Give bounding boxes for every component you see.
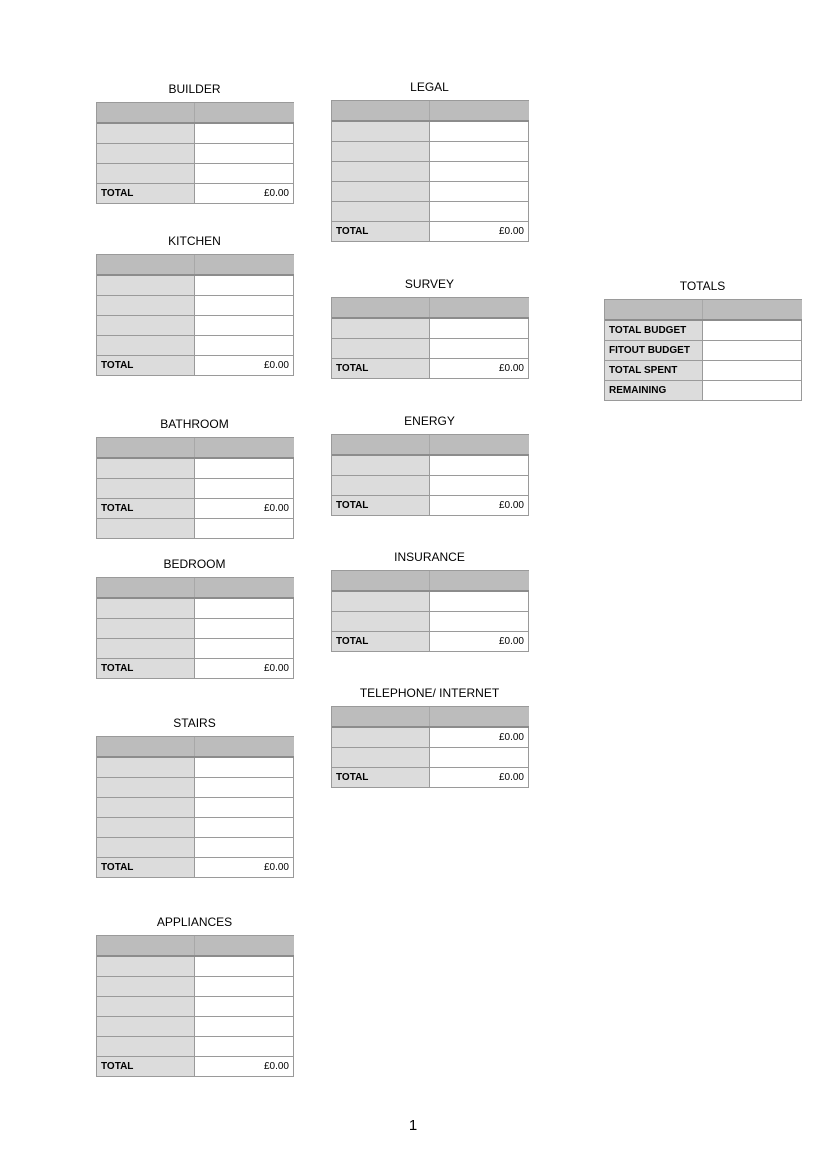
table-row <box>332 339 529 359</box>
table-row <box>332 612 529 632</box>
row-label[interactable] <box>97 144 195 163</box>
total-budget-row <box>605 321 802 341</box>
row-label[interactable] <box>97 639 195 658</box>
row-label[interactable] <box>332 142 430 161</box>
remaining-row <box>605 381 802 401</box>
table-row <box>97 124 294 144</box>
totals-table <box>604 299 802 401</box>
row-value[interactable] <box>195 144 294 163</box>
header-cell <box>195 103 294 122</box>
energy-section <box>331 413 528 516</box>
builder-section <box>96 81 293 204</box>
header-cell <box>430 571 529 590</box>
table-row <box>97 296 294 316</box>
insurance-table <box>331 570 529 652</box>
table-header-row <box>97 737 294 758</box>
row-label[interactable] <box>332 182 430 201</box>
page-number: 1 <box>408 1117 418 1134</box>
total-value[interactable]: £0.00 <box>195 499 294 518</box>
header-cell <box>195 438 294 457</box>
row-value[interactable] <box>195 1037 294 1056</box>
total-label[interactable]: TOTAL <box>97 184 195 203</box>
row-value[interactable] <box>195 459 294 478</box>
appliances-section <box>96 914 293 1077</box>
total-budget-label[interactable]: TOTAL BUDGET <box>605 321 703 340</box>
row-label[interactable] <box>332 122 430 141</box>
header-cell <box>703 300 802 319</box>
row-value[interactable] <box>195 758 294 777</box>
section-title: BUILDER <box>168 82 221 96</box>
section-title: INSURANCE <box>394 550 465 564</box>
section-title: SURVEY <box>404 277 455 291</box>
row-value[interactable] <box>195 778 294 797</box>
row-value[interactable] <box>430 142 529 161</box>
table-row <box>97 316 294 336</box>
table-header-row <box>332 571 529 592</box>
row-label[interactable] <box>97 164 195 183</box>
energy-table <box>331 434 529 516</box>
total-label[interactable]: TOTAL <box>97 356 195 375</box>
table-row <box>332 456 529 476</box>
table-row <box>97 957 294 977</box>
header-cell <box>97 103 195 122</box>
row-value[interactable] <box>430 456 529 475</box>
total-row <box>97 659 294 679</box>
total-row <box>332 222 529 242</box>
header-cell <box>195 737 294 756</box>
row-value[interactable] <box>430 748 529 767</box>
section-title: LEGAL <box>410 80 449 94</box>
table-row <box>97 144 294 164</box>
row-value[interactable] <box>195 977 294 996</box>
total-value[interactable]: £0.00 <box>430 768 529 787</box>
total-label[interactable]: TOTAL <box>332 359 430 378</box>
row-label[interactable] <box>332 202 430 221</box>
row-label[interactable] <box>332 728 430 747</box>
total-label[interactable]: TOTAL <box>332 222 430 241</box>
table-row <box>97 459 294 479</box>
row-value[interactable] <box>430 476 529 495</box>
table-header-row <box>97 578 294 599</box>
table-header-row <box>97 103 294 124</box>
row-label[interactable] <box>97 957 195 976</box>
header-cell <box>97 737 195 756</box>
remaining-label[interactable]: REMAINING <box>605 381 703 400</box>
table-row <box>97 519 294 539</box>
table-header-row <box>97 255 294 276</box>
header-cell <box>430 435 529 454</box>
table-header-row <box>605 300 802 321</box>
row-label[interactable] <box>97 838 195 857</box>
total-row <box>332 496 529 516</box>
section-title: STAIRS <box>173 716 216 730</box>
bathroom-table <box>96 437 294 539</box>
total-row <box>97 356 294 376</box>
table-header-row <box>332 101 529 122</box>
row-value[interactable] <box>195 798 294 817</box>
row-label[interactable] <box>97 997 195 1016</box>
header-cell <box>332 707 430 726</box>
header-cell <box>97 438 195 457</box>
row-label[interactable] <box>97 124 195 143</box>
total-budget-value[interactable] <box>703 321 802 340</box>
row-label[interactable] <box>332 748 430 767</box>
total-row <box>97 858 294 878</box>
row-value[interactable] <box>195 519 294 538</box>
header-cell <box>430 707 529 726</box>
table-row <box>332 162 529 182</box>
table-row <box>332 122 529 142</box>
table-row <box>97 977 294 997</box>
table-row <box>97 838 294 858</box>
total-value[interactable]: £0.00 <box>195 1057 294 1076</box>
row-value[interactable] <box>195 619 294 638</box>
row-label[interactable] <box>97 619 195 638</box>
row-label[interactable] <box>97 296 195 315</box>
row-value[interactable] <box>195 336 294 355</box>
bedroom-section <box>96 556 293 679</box>
row-value[interactable] <box>430 202 529 221</box>
survey-section <box>331 276 528 379</box>
header-cell <box>605 300 703 319</box>
table-row <box>97 1017 294 1037</box>
fitout-budget-label[interactable]: FITOUT BUDGET <box>605 341 703 360</box>
row-value[interactable] <box>195 599 294 618</box>
total-value[interactable]: £0.00 <box>430 222 529 241</box>
total-row <box>97 499 294 519</box>
table-row <box>97 798 294 818</box>
table-row <box>332 476 529 496</box>
total-label[interactable]: TOTAL <box>332 768 430 787</box>
table-row <box>97 164 294 184</box>
totals-section <box>604 278 801 401</box>
table-row <box>97 778 294 798</box>
table-row <box>332 142 529 162</box>
total-row <box>332 359 529 379</box>
row-value[interactable] <box>430 592 529 611</box>
header-cell <box>195 936 294 955</box>
survey-table <box>331 297 529 379</box>
total-label[interactable]: TOTAL <box>332 632 430 651</box>
table-row <box>97 599 294 619</box>
row-label[interactable] <box>97 599 195 618</box>
remaining-value[interactable] <box>703 381 802 400</box>
total-spent-row <box>605 361 802 381</box>
section-title: TELEPHONE/ INTERNET <box>359 686 500 700</box>
total-value[interactable]: £0.00 <box>430 496 529 515</box>
header-cell <box>332 435 430 454</box>
row-label[interactable] <box>97 778 195 797</box>
row-value[interactable] <box>195 1017 294 1036</box>
table-header-row <box>332 435 529 456</box>
table-row <box>332 592 529 612</box>
header-cell <box>97 936 195 955</box>
total-row <box>332 768 529 788</box>
row-value[interactable] <box>430 122 529 141</box>
row-label[interactable] <box>332 476 430 495</box>
table-row <box>332 202 529 222</box>
row-value[interactable] <box>430 339 529 358</box>
table-row <box>97 336 294 356</box>
row-value[interactable] <box>195 276 294 295</box>
row-value[interactable] <box>195 164 294 183</box>
builder-table <box>96 102 294 204</box>
header-cell <box>97 578 195 597</box>
stairs-section <box>96 715 293 878</box>
row-label[interactable] <box>332 612 430 631</box>
legal-section <box>331 79 528 242</box>
header-cell <box>195 255 294 274</box>
header-cell <box>195 578 294 597</box>
section-title: BEDROOM <box>163 557 226 571</box>
bedroom-table <box>96 577 294 679</box>
row-label[interactable] <box>97 977 195 996</box>
stairs-table <box>96 736 294 878</box>
table-header-row <box>97 936 294 957</box>
total-row <box>97 184 294 204</box>
section-title: ENERGY <box>404 414 455 428</box>
row-label[interactable] <box>332 319 430 338</box>
table-row <box>97 619 294 639</box>
row-value[interactable] <box>195 957 294 976</box>
total-label[interactable]: TOTAL <box>332 496 430 515</box>
section-title: TOTALS <box>679 279 726 293</box>
appliances-table <box>96 935 294 1077</box>
table-row <box>97 997 294 1017</box>
table-row <box>97 639 294 659</box>
total-label[interactable]: TOTAL <box>97 1057 195 1076</box>
total-spent-label[interactable]: TOTAL SPENT <box>605 361 703 380</box>
kitchen-table <box>96 254 294 376</box>
total-label[interactable]: TOTAL <box>97 659 195 678</box>
row-value[interactable] <box>195 296 294 315</box>
total-row <box>332 632 529 652</box>
row-value[interactable] <box>195 639 294 658</box>
total-spent-value[interactable] <box>703 361 802 380</box>
total-value[interactable]: £0.00 <box>195 356 294 375</box>
section-title: APPLIANCES <box>156 915 233 929</box>
header-cell <box>97 255 195 274</box>
header-cell <box>332 571 430 590</box>
table-row <box>332 748 529 768</box>
table-row <box>332 728 529 748</box>
total-value[interactable]: £0.00 <box>430 359 529 378</box>
row-value[interactable] <box>195 316 294 335</box>
bathroom-section <box>96 416 293 539</box>
row-value[interactable] <box>195 838 294 857</box>
row-label[interactable] <box>332 339 430 358</box>
row-label[interactable] <box>97 459 195 478</box>
section-title: KITCHEN <box>168 234 221 248</box>
total-value[interactable]: £0.00 <box>195 858 294 877</box>
row-label[interactable] <box>97 798 195 817</box>
row-label[interactable] <box>97 1037 195 1056</box>
table-header-row <box>332 707 529 728</box>
table-header-row <box>332 298 529 319</box>
table-row <box>332 182 529 202</box>
row-label[interactable] <box>332 592 430 611</box>
total-value[interactable]: £0.00 <box>430 632 529 651</box>
total-label[interactable]: TOTAL <box>97 499 195 518</box>
row-value[interactable] <box>195 479 294 498</box>
telephone-internet-section <box>331 685 528 788</box>
row-label[interactable] <box>97 336 195 355</box>
header-cell <box>430 298 529 317</box>
row-value[interactable] <box>430 612 529 631</box>
row-label[interactable] <box>97 316 195 335</box>
header-cell <box>332 101 430 120</box>
table-row <box>97 479 294 499</box>
table-header-row <box>97 438 294 459</box>
section-title: BATHROOM <box>160 417 229 431</box>
row-label[interactable] <box>97 276 195 295</box>
telephone-internet-table <box>331 706 529 788</box>
header-cell <box>332 298 430 317</box>
table-row <box>332 319 529 339</box>
row-label[interactable] <box>332 456 430 475</box>
row-label[interactable] <box>332 162 430 181</box>
row-label[interactable] <box>97 758 195 777</box>
row-value[interactable] <box>195 997 294 1016</box>
row-value[interactable]: £0.00 <box>430 728 529 747</box>
total-value[interactable]: £0.00 <box>195 184 294 203</box>
table-row <box>97 758 294 778</box>
table-row <box>97 1037 294 1057</box>
row-value[interactable] <box>195 818 294 837</box>
row-label[interactable] <box>97 519 195 538</box>
row-value[interactable] <box>430 319 529 338</box>
fitout-budget-row <box>605 341 802 361</box>
table-row <box>97 818 294 838</box>
legal-table <box>331 100 529 242</box>
kitchen-section <box>96 233 293 376</box>
row-value[interactable] <box>195 124 294 143</box>
header-cell <box>430 101 529 120</box>
total-label[interactable]: TOTAL <box>97 858 195 877</box>
insurance-section <box>331 549 528 652</box>
table-row <box>97 276 294 296</box>
row-label[interactable] <box>97 479 195 498</box>
total-row <box>97 1057 294 1077</box>
row-label[interactable] <box>97 1017 195 1036</box>
row-value[interactable] <box>430 182 529 201</box>
row-value[interactable] <box>430 162 529 181</box>
fitout-budget-value[interactable] <box>703 341 802 360</box>
total-value[interactable]: £0.00 <box>195 659 294 678</box>
row-label[interactable] <box>97 818 195 837</box>
